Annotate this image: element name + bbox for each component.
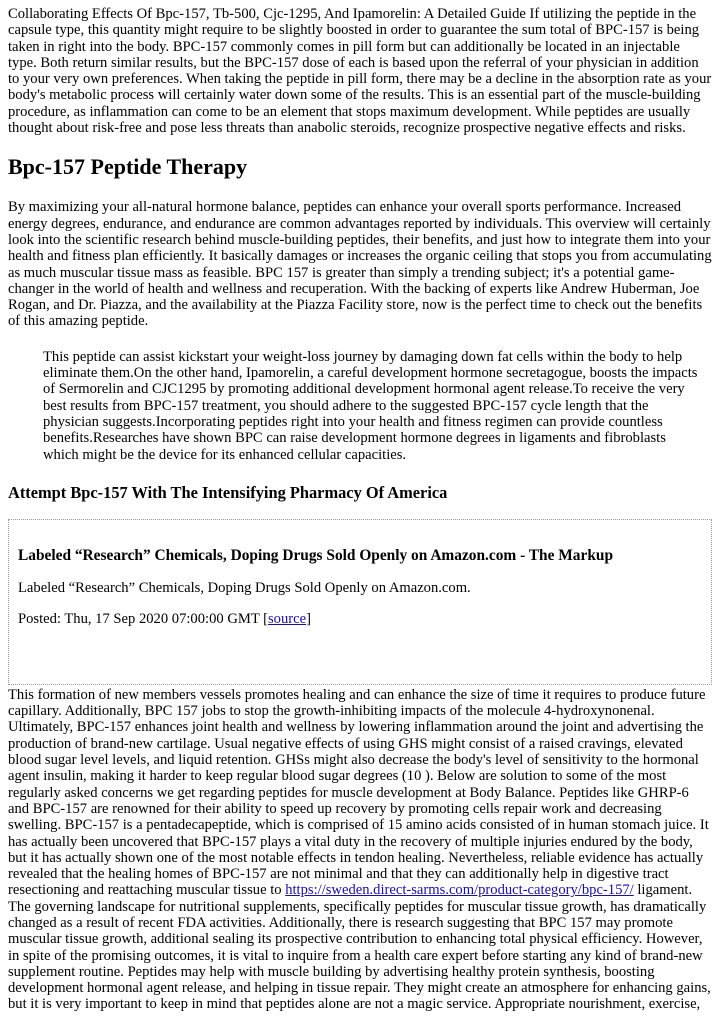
final-text-after-link: ligament. The governing landscape for nutritional supplements, specifically peptides for muscular tissue growth, has dramatically changed as a result of recent FDA activities. Additionally, there is research suggesting that BPC 157 may promote muscular tissue growth, additional sealing its prospective contribution to enhancing total physical efficiency. However, in spite of the promising outcomes, it is vital to inquire from a health care expert before starting any kind of brand-new supplement routine. Peptides may help with muscle building by advertising healthy protein synthesis, boosting development hormonal agent release, and helping in tissue repair. They might create an atmosphere for enhancing gains, but it is very important to keep in mind that peptides alone are not a magic service. Appropriate nourishment, exercise, [8,882,711,1013]
posted-bracket-close: ] [306,611,311,628]
quote-block: This peptide can assist kickstart your weight-loss journey by damaging down fat cells within the body to help eliminate them.On the other hand, Ipamorelin, a careful development hormone secretagogue, boosts the impacts of Sermorelin and CJC1295 by promoting additional development hormonal agent release.To receive the very best results from BPC-157 treatment, you should adhere to the suggested BPC-157 cycle length that the physician suggests.Incorporating peptides right into your health and fitness regimen can provide countless benefits.Researches have shown BPC can raise development hormone degrees in ligaments and fibroblasts which might be the device for its enhanced cellular capacities. [43,348,698,463]
intro-paragraph: Collaborating Effects Of Bpc-157, Tb-500, Cjc-1295, And Ipamorelin: A Detailed Guide If utilizing the peptide in the capsule type, this quantity might require to be slightly boosted in order to guarantee the sum total of BPC-157 is being taken in right into the body. BPC-157 commonly comes in pill form but can additionally be located in an injectable type. Both return similar results, but the BPC-157 dose of each is based upon the referral of your physician in addition to your very own preferences. When taking the peptide in pill form, there may be a decline in the absorption rate as your body's metabolic process will certainly water down some of the results. This is an essential part of the muscle-building procedure, as inflammation can come to be an element that stops maximum development. While peptides are usually thought about risk-free and pose less threats than anabolic steroids, recognize prospective negative effects and risks. [8,6,712,137]
product-category-link[interactable]: https://sweden.direct-sarms.com/product-category/bpc-157/ [285,882,634,899]
section-heading-peptide-therapy: Bpc-157 Peptide Therapy [8,154,248,180]
therapy-paragraph: By maximizing your all-natural hormone balance, peptides can enhance your overall sports performance. Increased energy degrees, endurance, and endurance are common advantages reported by individuals. This overview will certainly look into the scientific research behind muscle-building peptides, their benefits, and just how to integrate them into your health and fitness plan efficiently. It basically damages or increases the organic ceiling that stops you from accumulating as much muscular tissue mass as feasible. BPC 157 is greater than simply a trending subject; it's a potential game-changer in the world of health and wellness and recuperation. With the backing of experts like Andrew Huberman, Joe Rogan, and Dr. Piazza, and the availability at the Piazza Facility store, now is the perfect time to check out the benefits of this amazing peptide. [8,199,712,330]
posted-date-text: Posted: Thu, 17 Sep 2020 07:00:00 GMT [ [18,611,268,628]
final-text-before-link: This formation of new members vessels promotes healing and can enhance the size of time it requires to produce future capillary. Additionally, BPC 157 jobs to stop the growth-inhibiting impacts of the molecule 4-hydroxynonenal. Ultimately, BPC-157 enhances joint health and wellness by lowering inflammation around the joint and advertising the production of brand-new cartilage. Usual negative effects of using GHS might consist of a raised cravings, elevated blood sugar level levels, and liquid retention. GHSs might also decrease the body's level of sensitivity to the hormonal agent insulin, making it harder to keep regular blood sugar degrees (10 ). Below are solution to some of the most regularly asked concerns we get regarding peptides for muscle development at Body Balance. Peptides like GHRP-6 and BPC-157 are renowned for their ability to speed up recovery by promoting cells repair work and decreasing swelling. BPC-157 is a pentadecapeptide, which is comprised of 15 amino acids consisted of in human stomach juice. It has actually been uncovered that BPC-157 plays a vital duty in the recovery of multiple injuries endured by the body, but it has actually shown one of the most notable effects in tendon healing. Nevertheless, reliable evidence has actually revealed that the healing homes of BPC-157 are not minimal and that they can additionally help in digestive tract resectioning and reattaching muscular tissue to [8,686,709,899]
embed-summary: Labeled “Research” Chemicals, Doping Drugs Sold Openly on Amazon.com. [18,579,471,596]
embed-title: Labeled “Research” Chemicals, Doping Drugs Sold Openly on Amazon.com - The Markup [18,546,614,564]
embed-posted-line [18,611,702,627]
section-heading-pharmacy: Attempt Bpc-157 With The Intensifying Pharmacy Of America [8,482,448,502]
news-embed-box [8,519,712,685]
final-paragraph [8,687,712,1013]
source-link[interactable]: source [268,611,307,628]
